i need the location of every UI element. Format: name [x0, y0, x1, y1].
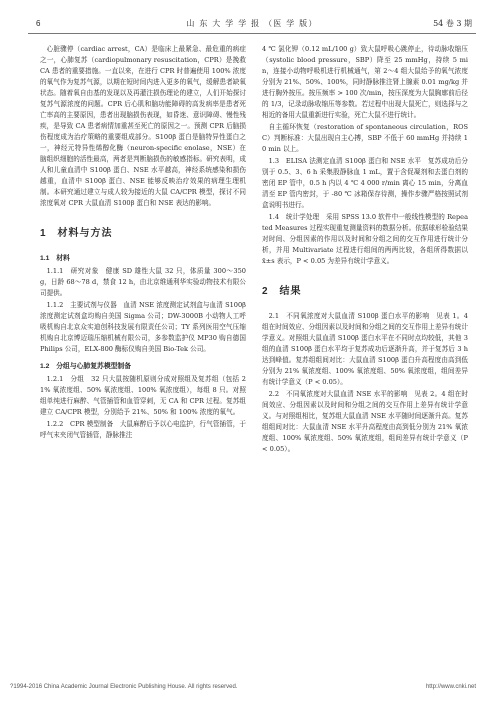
left-column [40, 44, 246, 442]
right-column [262, 44, 468, 456]
paragraph-s100b-results: 2.1 不同氧浓度对大鼠血清 S100β 蛋白水平的影响 见表 1。4 组在时间效应、分组因素以及时间和分组之间的交互作用上差异有统计学意义。对照组大鼠血清 S100β 蛋白水平在不同时点均较低，其他 3 组的血清 S100β 蛋白水平均于复苏成功后逐渐升高，并于复苏后 3 h 达到峰值。复苏组组间对比：大鼠血清 S100β 蛋白升高程度由高到低分别为 21% 氧浓度组、100% 氧浓度组、50% 氧浓度组，组间差异有统计学意义（P < 0.05）。 [262, 312, 468, 386]
footer-link[interactable]: http://www.cnki.net [425, 684, 476, 690]
volume-issue: 54 卷 3 期 [433, 19, 472, 28]
page-footer [0, 684, 500, 696]
paragraph-subjects: 1.1.1 研究对象 健康 SD 雄性大鼠 32 只，体质量 300～350 g，日龄 68～78 d，禁食 12 h，由北京维通利华实验动物技术有限公司提供。 [40, 267, 246, 297]
section-heading-results: 2 结果 [262, 286, 302, 297]
paragraph-nse-results: 2.2 不同氧浓度对大鼠血清 NSE 水平的影响 见表 2。4 组在时间效应、分组因素以及时间和分组之间的交互作用上差异有统计学意义。与对照组相比，复苏组大鼠血清 NSE 水平随时间逐渐升高。复苏组组间对比：大鼠血清 NSE 水平升高程度由高到低分别为 21% 氧浓度组、100% 氧浓度组、50% 氧浓度组，组间差异有统计学意义（P < 0.05）。 [262, 390, 468, 453]
paragraph-cpr-model-continued: 4 ℃ 氯化钾（0.12 mL/100 g）致大鼠呼吸心跳停止，待动脉收缩压（systolic blood pressure，SBP）降至 25 mmHg，持续 5 min，连接小动物呼吸机进行机械通气，第 2～4 组大鼠给予的氧气浓度分别为 21%、50%、100%，同时静脉推注肾上腺素 0.01 mg/kg 并进行胸外按压。按压频率 > 100 次/min，按压深度为大鼠胸廓前后径的 1/3，记录动脉收缩压等参数。若过程中出现大鼠死亡，则选择与之相近的备用大鼠重新进行实验，死亡大鼠不进行统计。 [262, 45, 468, 119]
paragraph-cpr-model: 1.2.2 CPR 模型制备 大鼠麻醉后予以心电监护，行气管插管，于呼气末夹闭气管插管，静脉推注 [40, 420, 246, 439]
paragraph-statistics: 1.4 统计学处理 采用 SPSS 13.0 软件中一般线性模型的 Repeated Measures 过程实现重复测量资料的数据分析。依据球形检验结果对时间、分组因素的作用以及时间和分组之间的交互作用进行统计分析，并用 Multivariate 过程进行组间的两两比较，各组所得数据以 x̄±s 表示，P < 0.05 为差异有统计学意义。 [262, 213, 468, 265]
journal-title: 山 东 大 学 学 报 （医 学 版） [186, 19, 318, 28]
page-number: 6 [36, 19, 41, 28]
paragraph-reagents: 1.1.2 主要试剂与仪器 血清 NSE 浓度测定试剂盒与血清 S100β 浓度测定试剂盒均购自美国 Sigma 公司；DW-3000B 小动物人工呼吸机购自北京众实迪创科技发展有限责任公司；TY 系列医用空气压缩机购自北京博迈瑞压缩机械有限公司，多参数监护仪 MP30 购自德国 Philips 公司，ELX-800 酶标仪购自美国 Bio-Tek 公司。 [40, 301, 246, 353]
subsection-heading-materials: 1.1 材料 [40, 255, 70, 262]
paragraph-elisa: 1.3 ELISA 法测定血清 S100β 蛋白和 NSE 水平 复苏成功后分别于 0.5、3、6 h 采集股静脉血 1 mL，置于含促凝剂和去蛋白剂的密闭 EP 管中，0.5 h 内以 4 ℃ 4 000 r/min 离心 15 min，分离血清至 EP 管内密封，于 -80 ℃ 冰箱保存待测，操作步骤严格按照试剂盒说明书进行。 [262, 157, 468, 209]
intro-paragraph: 心脏骤停（cardiac arrest，CA）是临床上最紧急、最危重的病症之一，心肺复苏（cardiopulmonary resuscitation，CPR）是挽救 CA 患者的重要措施。一直以来，在进行 CPR 时普遍使用 100% 浓度的氧气作为复苏气源，以期在短时间内进入更多的氧气，缓解患者缺氧状态。随着氧自由基的发现以及再灌注损伤理论的建立，人们开始探讨复苏气源浓度的问题。CPR 后心肌和脑功能障碍的高发病率是患者死亡率高的主要原因，患者出现脑损伤表现，如昏迷、意识障碍、慢性残疾，是导致 CA 患者病情加重甚至死亡的原因之一。预测 CPR 后脑损伤程度成为治疗策略的重要组成部分。S100β 蛋白是脑特异性蛋白之一，神经元特异性烯醇化酶（neuron-specific enolase，NSE）在脑组织细胞的活性最高，两者是判断脑损伤的敏感指标。研究表明，成人和儿童血清中 S100β 蛋白、NSE 水平越高，神经系统感染和损伤越重，血清中 S100β 蛋白、NSE 能够反映治疗效果的病理生理机制。本研究通过建立与成人较为接近的大鼠 CA/CPR 模型，探讨不同浓度氧对 CPR 大鼠血清 S100β 蛋白和 NSE 表达的影响。 [40, 45, 246, 207]
subsection-heading-grouping: 1.2 分组与心肺复苏模型制备 [40, 363, 132, 370]
running-header [28, 16, 476, 34]
section-heading-methods: 1 材料与方法 [40, 228, 113, 239]
paragraph-grouping: 1.2.1 分组 32 只大鼠按随机原则分成对照组及复苏组（包括 21% 氧浓度组、50% 氧浓度组、100% 氧浓度组），每组 8 只。对照组单纯进行麻醉、气管插管和血管穿刺，无 CA 和 CPR 过程。复苏组建立 CA/CPR 模型，分别给予 21%、50% 和 100% 浓度的氧气。 [40, 375, 246, 416]
paragraph-rosc: 自主循环恢复（restoration of spontaneous circulation，ROSC）判断标准：大鼠出现自主心搏，SBP 不低于 60 mmHg 并持续 10 min 以上。 [262, 123, 468, 153]
copyright-notice: ?1994-2016 China Academic Journal Electronic Publishing House. All rights reserved. [10, 684, 238, 690]
